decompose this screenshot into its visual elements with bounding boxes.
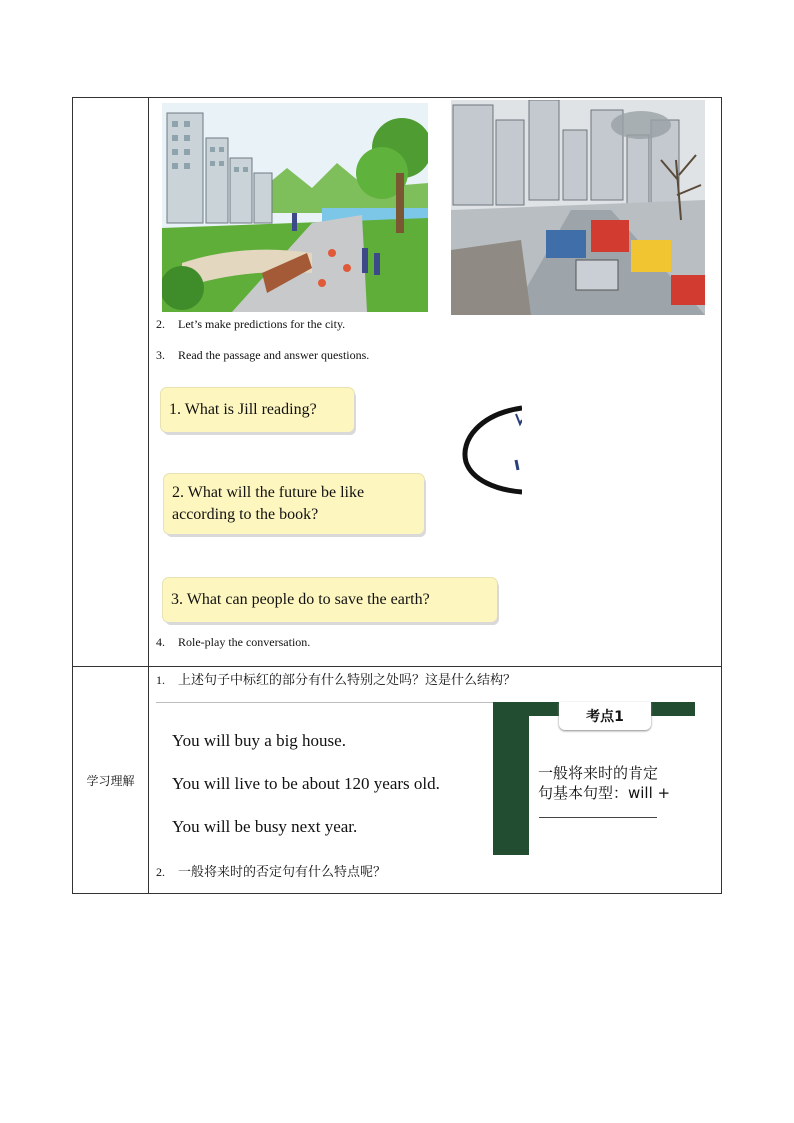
step-number: 1. [156, 673, 165, 687]
row-label: 学习理解 [86, 774, 135, 788]
understanding-question-2 [156, 861, 386, 880]
understanding-question-1 [156, 669, 516, 688]
step-text: 上述句子中标红的部分有什么特别之处吗？这是什么结构？ [178, 673, 517, 688]
example-sentence-3: You will be busy next year. [172, 817, 358, 836]
question-text: 3. What can people do to save the earth? [171, 591, 430, 608]
examples-top-rule [156, 702, 493, 703]
step-3 [156, 348, 369, 363]
step-number: 4. [156, 635, 165, 649]
question-card-3 [163, 578, 497, 622]
question-text: 2. What will the future be like according to the book? [172, 484, 365, 523]
column-divider [148, 98, 149, 893]
circle-graphic-fragment [460, 400, 522, 496]
step-2 [156, 317, 345, 332]
step-text: Let’s make predictions for the city. [178, 317, 346, 331]
kaodian-line-2-text: 句基本句型：will + [538, 784, 671, 802]
step-text: 一般将来时的否定句有什么特点呢？ [178, 865, 387, 880]
step-4 [156, 635, 310, 650]
green-city-illustration [162, 103, 428, 312]
row-divider [73, 666, 721, 667]
question-text: 1. What is Jill reading? [169, 401, 317, 418]
kaodian-blank-line [539, 817, 657, 818]
step-number: 3. [156, 348, 165, 362]
kaodian-line-2 [538, 782, 670, 803]
step-text: Read the passage and answer questions. [178, 348, 370, 362]
kaodian-line-1: 一般将来时的肯定 [538, 764, 659, 782]
example-sentence-2: You will live to be about 120 years old. [172, 774, 440, 793]
step-text: Role-play the conversation. [178, 635, 311, 649]
question-card-1 [161, 388, 354, 432]
row-label-cell [73, 667, 148, 894]
kaodian-tag-text: 考点1 [586, 709, 624, 725]
question-card-2 [164, 474, 424, 534]
step-number: 2. [156, 317, 165, 331]
example-sentence-1: You will buy a big house. [172, 731, 346, 750]
kaodian-panel [493, 702, 695, 855]
kaodian-tag [559, 702, 651, 730]
step-number: 2. [156, 865, 165, 879]
polluted-city-illustration [451, 100, 705, 315]
panel-vertical-bar [493, 702, 529, 855]
